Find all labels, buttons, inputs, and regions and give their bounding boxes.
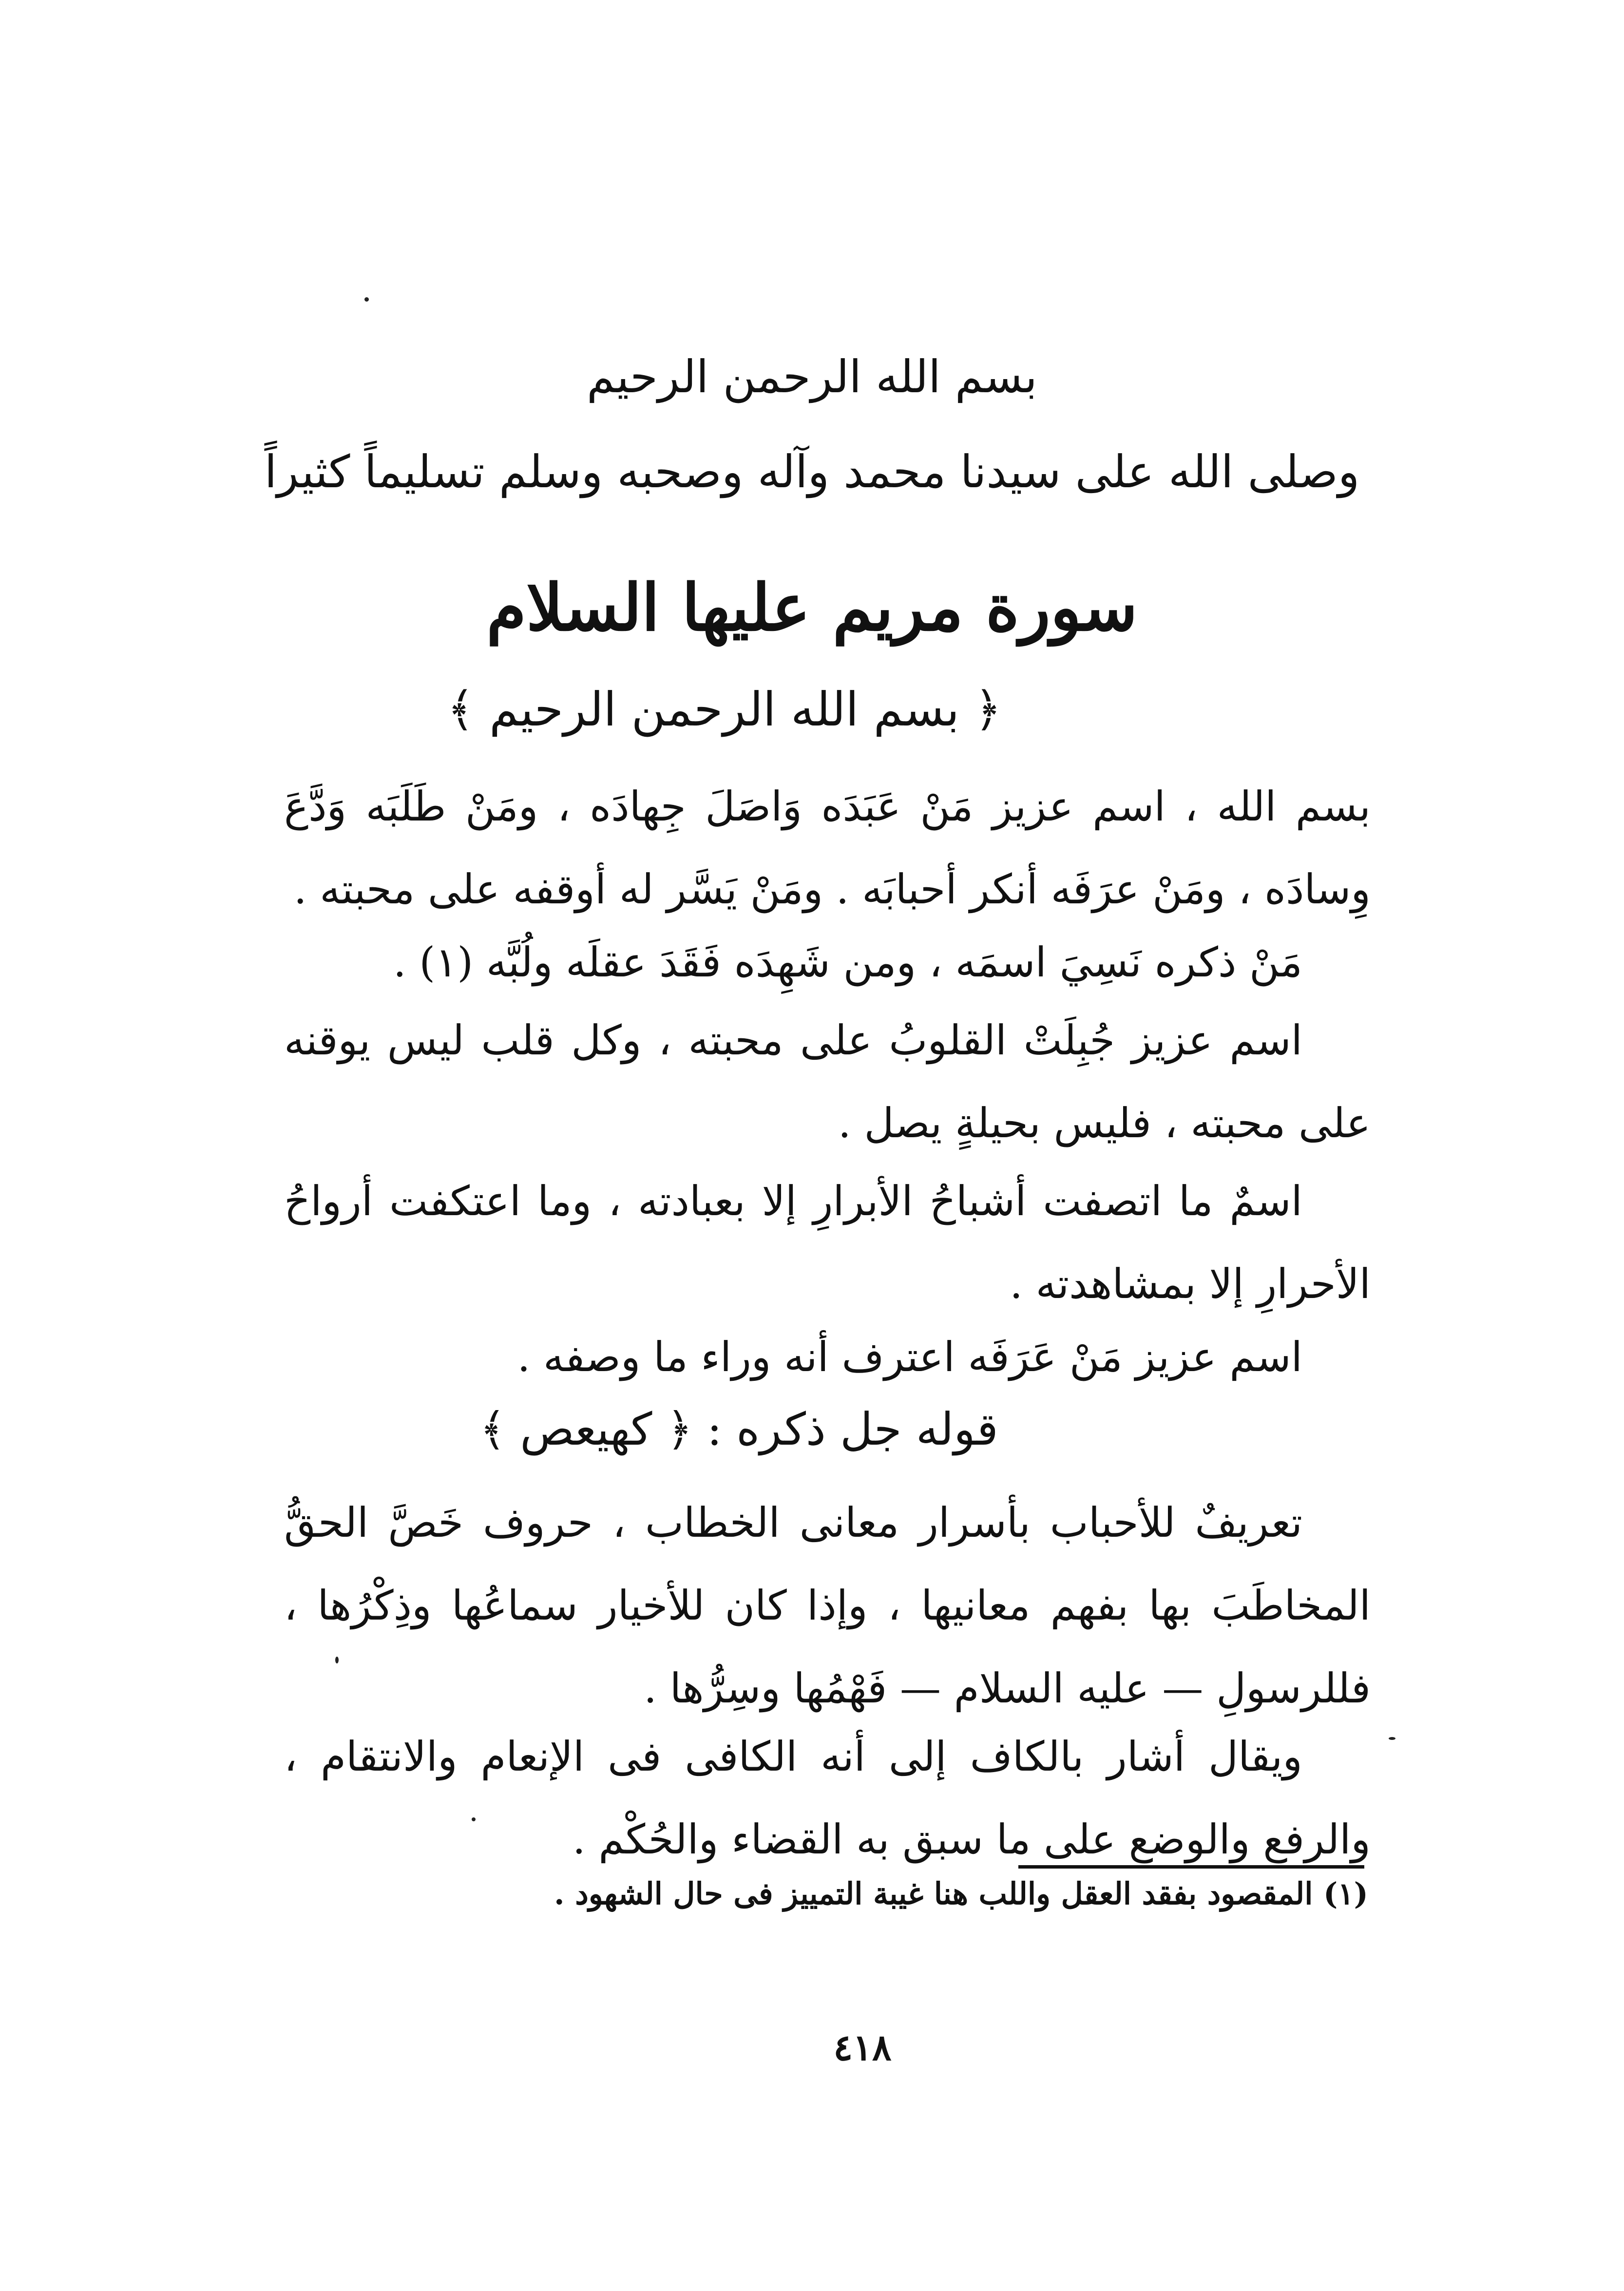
scan-speck [1389,1737,1395,1740]
surah-basmala: ﴿ بسم الله الرحمن الرحيم ﴾ [447,682,1002,737]
scan-speck [472,1817,476,1821]
verse-heading: قوله جل ذكره : ﴿ كهيعص ﴾ [479,1403,998,1455]
paragraph-text: مَنْ ذكره نَسِيَ اسمَه ، ومن شَهِدَه فَقَدَ عقلَه ولُبَّه (١) . [393,938,1302,986]
paragraph-text: بسم الله ، اسم عزيز مَنْ عَبَدَه وَاصَلَ جِهادَه ، ومَنْ طَلَبَه وَدَّعَ وِسادَه ، ومَنْ عرَفَه أنكر أحبابَه . ومَنْ يَسَّر له أوقفه على محبته . [284,783,1371,913]
paragraph [284,1160,1371,1325]
paragraph-text: اسم عزيز مَنْ عَرَفَه اعترف أنه وراء ما وصفه . [517,1333,1302,1381]
footnote-divider [1018,1865,1364,1869]
page-number: ٤١٨ [833,2027,892,2069]
scan-speck [364,297,369,302]
footnote: (١) المقصود بفقد العقل واللب هنا غيبة التمييز فى حال الشهود . [554,1876,1368,1911]
paragraph-text: اسمٌ ما اتصفت أشباحُ الأبرارِ إلا بعبادته ، وما اعتكفت أرواحُ الأحرارِ إلا بمشاهدته . [284,1177,1371,1308]
paragraph-text: تعريفٌ للأحباب بأسرار معانى الخطاب ، حروف خَصَّ الحقُّ المخاطَبَ بها بفهم معانيها ، وإذا كان للأخيار سماعُها وذِكْرُها ، فللرسولِ — عليه السلام — فَهْمُها وسِرُّها . [284,1499,1371,1712]
paragraph-text: ويقال أشار بالكاف إلى أنه الكافى فى الإنعام والانتقام ، والرفع والوضع على ما سبق به القضاء والحُكْم . [284,1733,1371,1863]
paragraph [284,999,1371,1165]
paragraph [284,1715,1371,1881]
scan-speck [335,1657,339,1663]
opening-basmala: بسم الله الرحمن الرحيم [587,351,1037,403]
blessing-line: وصلى الله على سيدنا محمد وآله وصحبه وسلم تسليماً كثيراً [264,446,1360,498]
paragraph [284,1316,1371,1398]
surah-title: سورة مريم عليها السلام [486,570,1138,646]
paragraph-text: اسم عزيز جُبِلَتْ القلوبُ على محبته ، وكل قلب ليس يوقنه على محبته ، فليس بحيلةٍ يصل . [284,1016,1371,1147]
paragraph [284,765,1371,931]
paragraph [284,921,1371,1004]
paragraph [284,1481,1371,1730]
